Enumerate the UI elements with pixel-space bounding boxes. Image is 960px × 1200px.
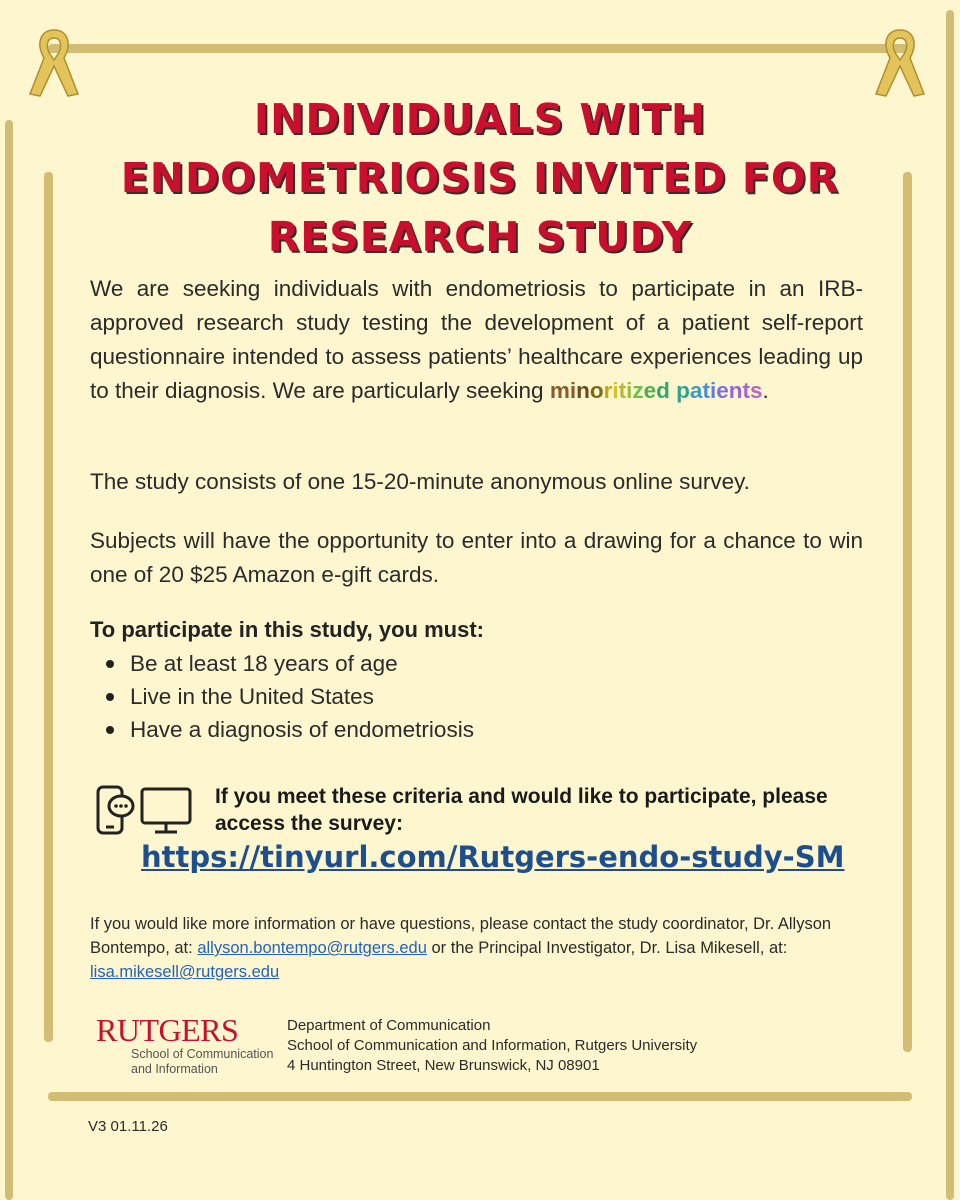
coordinator-email-link[interactable]: allyson.bontempo@rutgers.edu [197, 939, 427, 957]
department-name: Department of Communication [287, 1017, 491, 1034]
version-label: V3 01.11.26 [88, 1118, 168, 1135]
page-title: INDIVIDUALS WITH ENDOMETRIOSIS INVITED FOR RESEARCH STUDY [120, 95, 840, 261]
requirements-list [100, 647, 474, 746]
list-item: Live in the United States [100, 680, 474, 713]
requirements-heading: To participate in this study, you must: [90, 617, 484, 642]
survey-link[interactable]: https://tinyurl.com/Rutgers-endo-study-SM [141, 840, 845, 874]
rutgers-logo: RUTGERS [96, 1012, 239, 1048]
list-item: Have a diagnosis of endometriosis [100, 713, 474, 746]
bottom-border [48, 1092, 912, 1101]
right-border-inner [903, 172, 912, 1052]
contact-info [90, 912, 885, 984]
left-border-inner [44, 172, 53, 1042]
top-border [48, 44, 912, 53]
highlight-text: minoritized patients [549, 378, 763, 403]
department-address [287, 1016, 697, 1076]
intro-end: . [762, 378, 769, 403]
intro-paragraph [90, 272, 863, 408]
list-item: Be at least 18 years of age [100, 647, 474, 680]
survey-info: The study consists of one 15-20-minute anonymous online survey. [90, 469, 750, 494]
school-name: School of Communication and Information, Rutgers University [287, 1037, 698, 1054]
left-border-outer [5, 120, 13, 1200]
logo-subtitle: School of Communication and Information [131, 1047, 274, 1076]
right-border-outer [946, 10, 954, 1200]
contact-text-1: If you would like more information or have questions, please contact the study coordinator, Dr. Allyson Bontempo, at: [90, 915, 832, 957]
incentive-paragraph: Subjects will have the opportunity to enter into a drawing for a chance to win one of 20 $25 Amazon e-gift cards. [90, 528, 863, 587]
investigator-email-link[interactable]: lisa.mikesell@rutgers.edu [90, 963, 280, 981]
cta-text: If you meet these criteria and would like to participate, please access the survey: [215, 785, 828, 835]
phone-chat-icon [95, 784, 137, 836]
contact-text-2: or the Principal Investigator, Dr. Lisa Mikesell, at: [426, 939, 788, 957]
intro-text: We are seeking individuals with endometriosis to participate in an IRB-approved research study testing the development of a patient self-report questionnaire intended to assess patients’ healthcare experiences leading up to their diagnosis. We are particularly seeking [90, 276, 863, 403]
street-address: 4 Huntington Street, New Brunswick, NJ 08901 [287, 1057, 600, 1074]
monitor-icon [139, 784, 195, 836]
